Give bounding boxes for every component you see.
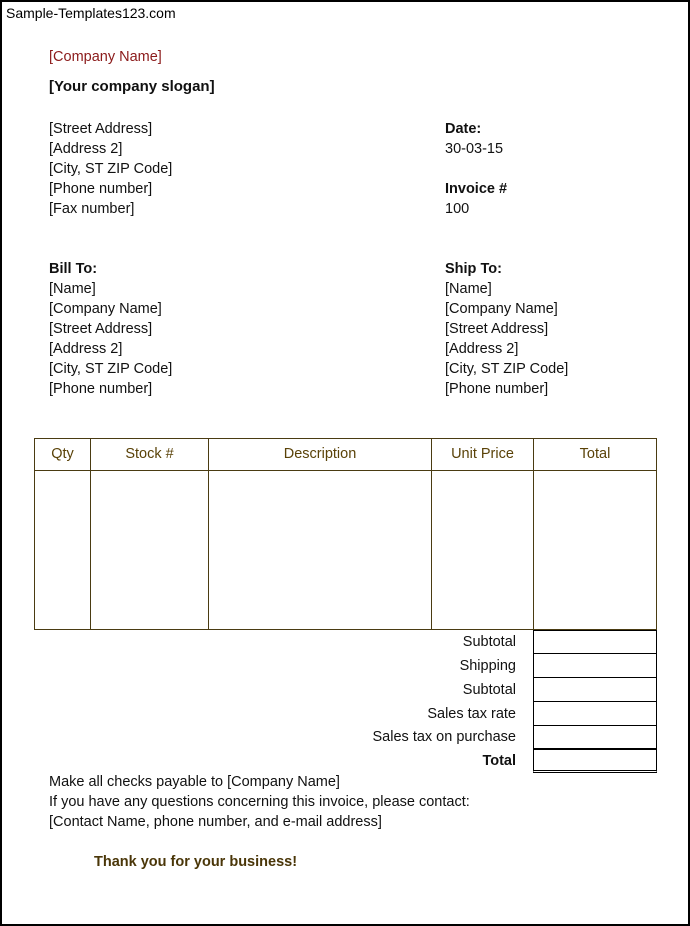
- grand-total-label: Total: [482, 753, 516, 769]
- company-fax: [Fax number]: [49, 201, 135, 217]
- bill-to-block: [49, 259, 172, 399]
- invoice-number-label: Invoice #: [445, 181, 508, 197]
- sales-tax-purchase-value-cell: [533, 725, 657, 749]
- unit-price-column: [432, 439, 534, 629]
- sales-tax-purchase-label: Sales tax on purchase: [372, 729, 516, 745]
- sales-tax-rate-value-cell: [533, 702, 657, 726]
- company-address-line: [Address 2]: [49, 141, 123, 157]
- ship-to-line: [Name]: [445, 281, 492, 297]
- ship-to-label: Ship To:: [445, 261, 502, 277]
- stock-column: [91, 439, 209, 629]
- ship-to-line: [Company Name]: [445, 301, 558, 317]
- bill-to-line: [Street Address]: [49, 321, 153, 337]
- date-label: Date:: [445, 121, 482, 137]
- company-phone: [Phone number]: [49, 181, 153, 197]
- invoice-number-value: 100: [445, 201, 470, 217]
- total-header: Total: [579, 446, 611, 462]
- company-address: [49, 119, 172, 219]
- ship-to-line: [Phone number]: [445, 381, 549, 397]
- shipping-value-cell: [533, 654, 657, 678]
- footer-notes: [49, 772, 470, 832]
- date-value: 30-03-15: [445, 141, 504, 157]
- company-address-line: [City, ST ZIP Code]: [49, 161, 173, 177]
- description-header: Description: [283, 446, 357, 462]
- subtotal-2-label: Subtotal: [462, 682, 516, 698]
- bill-to-line: [Address 2]: [49, 341, 123, 357]
- qty-header: Qty: [51, 446, 74, 462]
- items-table: [34, 438, 657, 630]
- total-column: [534, 439, 656, 629]
- grand-total-value-cell: [533, 749, 657, 773]
- stock-header: Stock #: [125, 446, 174, 462]
- ship-to-line: [City, ST ZIP Code]: [445, 361, 569, 377]
- ship-to-block: [445, 259, 568, 399]
- bill-to-line: [Company Name]: [49, 301, 162, 317]
- subtotal-value-cell: [533, 630, 657, 654]
- ship-to-line: [Street Address]: [445, 321, 549, 337]
- subtotal-2-value-cell: [533, 678, 657, 702]
- footer-note-line: [Contact Name, phone number, and e-mail address]: [49, 814, 382, 830]
- thank-you-message: Thank you for your business!: [94, 854, 298, 870]
- footer-note-line: If you have any questions concerning this invoice, please contact:: [49, 794, 470, 810]
- bill-to-label: Bill To:: [49, 261, 98, 277]
- bill-to-line: [City, ST ZIP Code]: [49, 361, 173, 377]
- bill-to-line: [Phone number]: [49, 381, 153, 397]
- footer-note-line: Make all checks payable to [Company Name]: [49, 774, 340, 790]
- company-name: [Company Name]: [49, 49, 162, 65]
- sales-tax-rate-label: Sales tax rate: [427, 706, 516, 722]
- watermark: Sample-Templates123.com: [6, 5, 176, 21]
- company-slogan: [Your company slogan]: [49, 78, 215, 95]
- unit-price-header: Unit Price: [451, 446, 514, 462]
- invoice-meta: [445, 119, 507, 219]
- subtotal-label: Subtotal: [462, 634, 516, 650]
- ship-to-line: [Address 2]: [445, 341, 519, 357]
- company-address-line: [Street Address]: [49, 121, 153, 137]
- shipping-label: Shipping: [459, 658, 516, 674]
- bill-to-line: [Name]: [49, 281, 96, 297]
- qty-column: [35, 439, 91, 629]
- description-column: [209, 439, 432, 629]
